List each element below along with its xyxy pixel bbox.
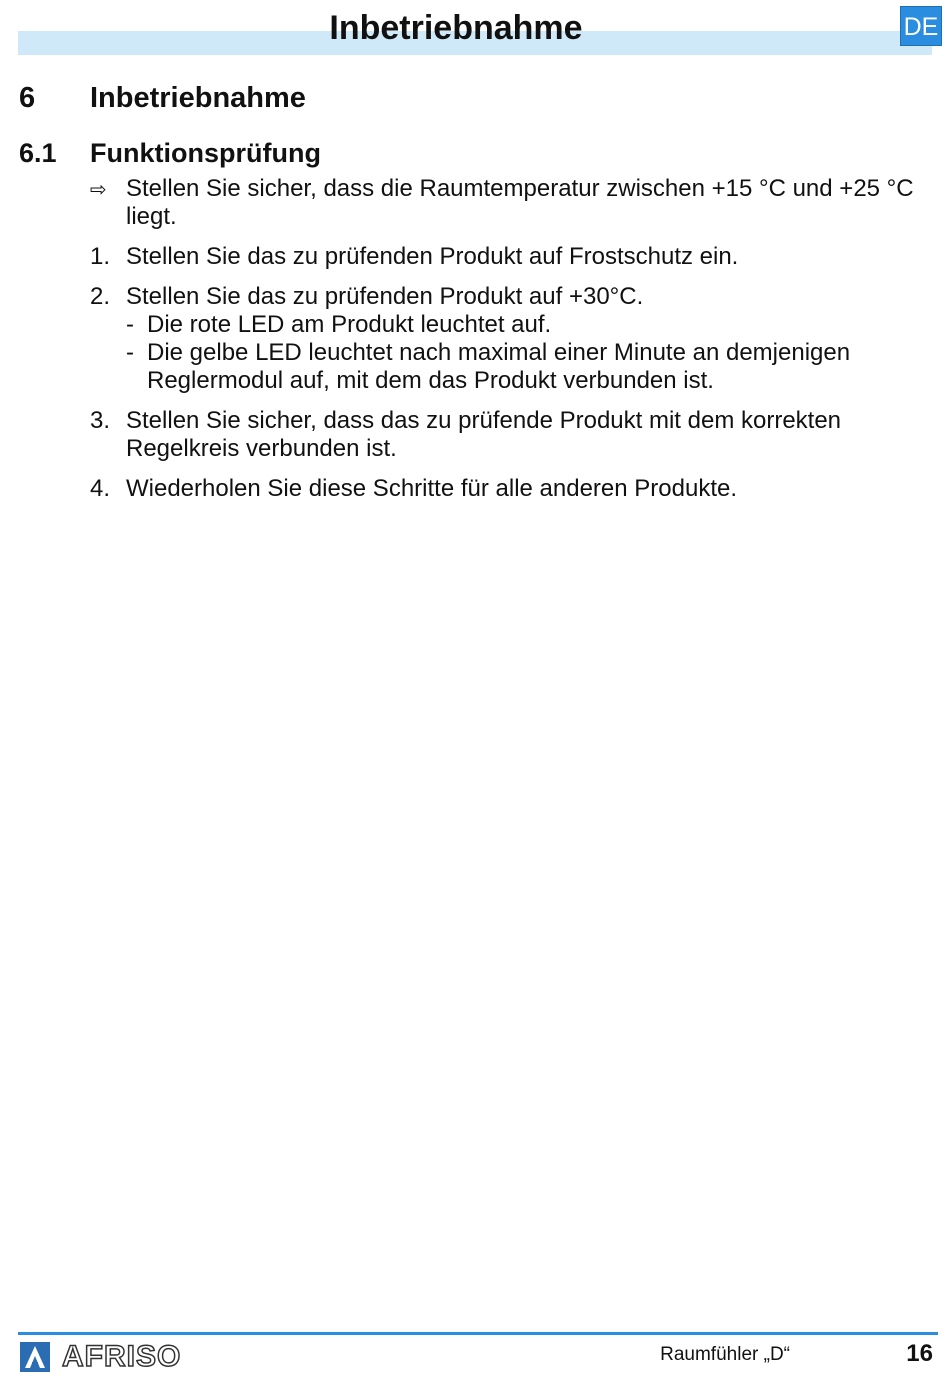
- step-text: Stellen Sie sicher, dass das zu prüfende Produkt mit dem korrekten Regelkreis verbunden ist.: [126, 407, 842, 462]
- page-number: 16: [906, 1340, 933, 1367]
- result-text: Die rote LED am Produkt leuchtet auf.: [147, 311, 552, 338]
- subsection-title: Funktionsprüfung: [90, 138, 321, 168]
- result-text: Die gelbe LED leuchtet nach maximal einer Minute an demjenigen Reglermodul auf, mit dem das Produkt verbunden ist.: [147, 339, 851, 394]
- subsection-number: 6.1: [19, 138, 57, 168]
- result-item: [126, 339, 935, 395]
- step-number: 1.: [90, 243, 111, 270]
- precondition-text: Stellen Sie sicher, dass die Raumtemperatur zwischen +15 °C und +25 °C liegt.: [126, 175, 914, 230]
- brand-logo-text: AFRISO: [62, 1340, 182, 1373]
- step-4: [90, 475, 935, 503]
- page-header-title: Inbetriebnahme: [329, 9, 583, 47]
- afriso-logo-icon: [20, 1342, 50, 1372]
- dash-marker: -: [126, 339, 134, 366]
- step-2: [90, 283, 935, 395]
- procedure-list: [90, 175, 935, 515]
- arrow-right-icon: ⇨: [90, 179, 107, 201]
- step-number: 4.: [90, 475, 111, 502]
- step-number: 2.: [90, 283, 111, 310]
- result-item: [126, 311, 935, 339]
- language-badge: DE: [900, 6, 942, 46]
- step-text: Stellen Sie das zu prüfenden Produkt auf Frostschutz ein.: [126, 243, 739, 270]
- step-text: Wiederholen Sie diese Schritte für alle anderen Produkte.: [126, 475, 738, 502]
- section-number: 6: [19, 82, 36, 114]
- step-number: 3.: [90, 407, 111, 434]
- step-3: [90, 407, 935, 463]
- footer-product-name: Raumfühler „D“: [660, 1344, 790, 1365]
- dash-marker: -: [126, 311, 134, 338]
- precondition-item: [90, 175, 935, 231]
- step-1: [90, 243, 935, 271]
- footer-divider: [18, 1332, 938, 1335]
- section-title: Inbetriebnahme: [90, 82, 306, 114]
- step-text: Stellen Sie das zu prüfenden Produkt auf +30°C.: [126, 283, 644, 310]
